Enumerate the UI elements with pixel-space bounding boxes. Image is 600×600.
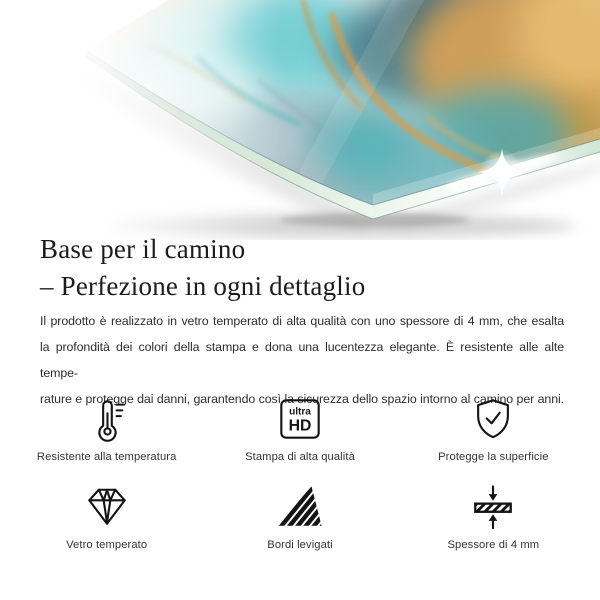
thermometer-icon [84,396,130,442]
diamond-icon [84,484,130,530]
feature-thickness [397,484,590,552]
features-grid [10,396,590,552]
ultra-hd-icon-text-hd: HD [288,417,312,435]
description-line: la profondità dei colori della stampa e dona una lucentezza elegante. È resistente alle alte tempe- [40,340,564,380]
shield-check-icon [470,396,516,442]
title-line-2: – Perfezione in ogni dettaglio [40,271,366,301]
feature-temperature-resistant [10,396,203,464]
hero-image [0,0,600,240]
ultra-hd-icon-text-ultra: ultra [289,406,311,418]
description-line: Il prodotto è realizzato in vetro temperato di alta qualità con uno spessore di 4 mm, che esalta [40,314,564,328]
glass-panel-illustration [0,0,600,240]
feature-print-quality [203,396,396,464]
feature-label: Spessore di 4 mm [447,539,540,551]
feature-label: Protegge la superficie [438,451,549,463]
feature-label: Resistente alla temperatura [36,451,177,463]
feature-surface-protection [397,396,590,464]
ultra-hd-icon [277,396,323,442]
compressed-thickness-icon [470,484,516,530]
page-title [40,231,365,305]
feature-label: Stampa di alta qualità [245,451,355,463]
feature-label: Bordi levigati [267,539,333,551]
feature-label: Vetro temperato [66,539,148,551]
description-line: rature e protegge dai danni, garantendo così la sicurezza dello spazio intorno al camino per anni. [40,392,564,406]
feature-tempered-glass [10,484,203,552]
left-white-fade [0,0,280,240]
polished-edges-icon [277,484,323,530]
title-line-1: Base per il camino [40,234,246,264]
feature-polished-edges [203,484,396,552]
